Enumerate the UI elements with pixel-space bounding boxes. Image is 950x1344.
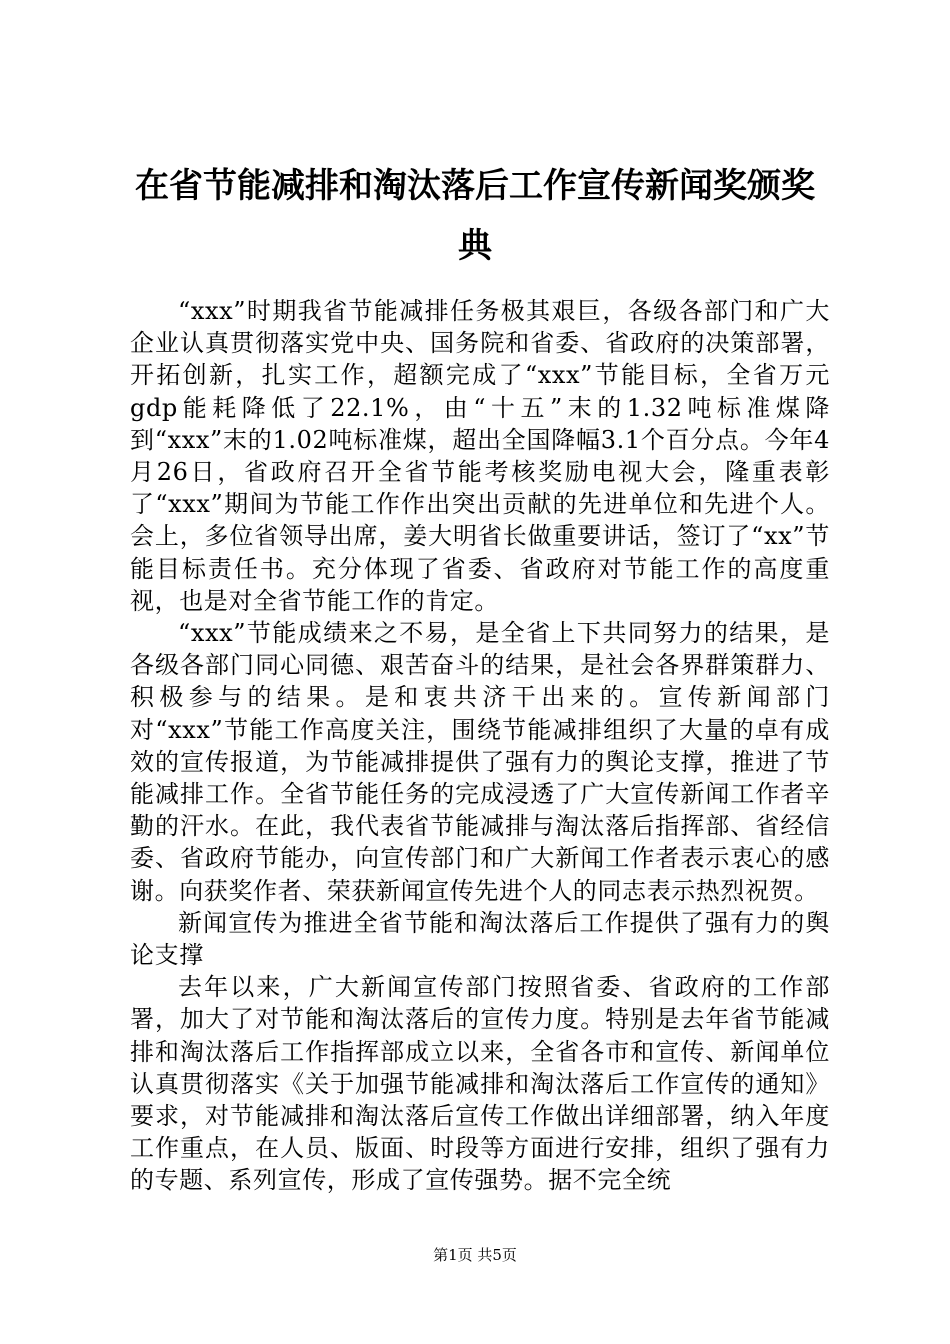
- page-footer: 第1页 共5页: [433, 1246, 517, 1264]
- paragraph: “xxx”时期我省节能减排任务极其艰巨，各级各部门和广大企业认真贯彻落实党中央、国务院和省委、省政府的决策部署，开拓创新，扎实工作，超额完成了“xxx”节能目标，全省万元gdp能耗降低了22.1%，由“十五”末的1.32吨标准煤降到“xxx”末的1.02吨标准煤，超出全国降幅3.1个百分点。今年4月26日，省政府召开全省节能考核奖励电视大会，隆重表彰了“xxx”期间为节能工作作出突出贡献的先进单位和先进个人。会上，多位省领导出席，姜大明省长做重要讲话，签订了“xx”节能目标责任书。充分体现了省委、省政府对节能工作的高度重视，也是对全省节能工作的肯定。: [130, 297, 830, 615]
- section-heading: 新闻宣传为推进全省节能和淘汰落后工作提供了强有力的舆论支撑: [130, 908, 830, 970]
- paragraph: “xxx”节能成绩来之不易，是全省上下共同努力的结果，是各级各部门同心同德、艰苦奋斗的结果，是社会各界群策群力、积极参与的结果。是和衷共济干出来的。宣传新闻部门对“xxx”节能工作高度关注，围绕节能减排组织了大量的卓有成效的宣传报道，为节能减排提供了强有力的舆论支撑，推进了节能减排工作。全省节能任务的完成浸透了广大宣传新闻工作者辛勤的汗水。在此，我代表省节能减排与淘汰落后指挥部、省经信委、省政府节能办，向宣传部门和广大新闻工作者表示衷心的感谢。向获奖作者、荣获新闻宣传先进个人的同志表示热烈祝贺。: [130, 619, 830, 905]
- document-title: 在省节能减排和淘汰落后工作宣传新闻奖颁奖典: [135, 166, 815, 266]
- document-body: [130, 295, 830, 1197]
- paragraph: 去年以来，广大新闻宣传部门按照省委、省政府的工作部署，加大了对节能和淘汰落后的宣传力度。特别是去年省节能减排和淘汰落后工作指挥部成立以来，全省各市和宣传、新闻单位认真贯彻落实《关于加强节能减排和淘汰落后工作宣传的通知》要求，对节能减排和淘汰落后宣传工作做出详细部署，纳入年度工作重点，在人员、版面、时段等方面进行安排，组织了强有力的专题、系列宣传，形成了宣传强势。据不完全统: [130, 973, 830, 1195]
